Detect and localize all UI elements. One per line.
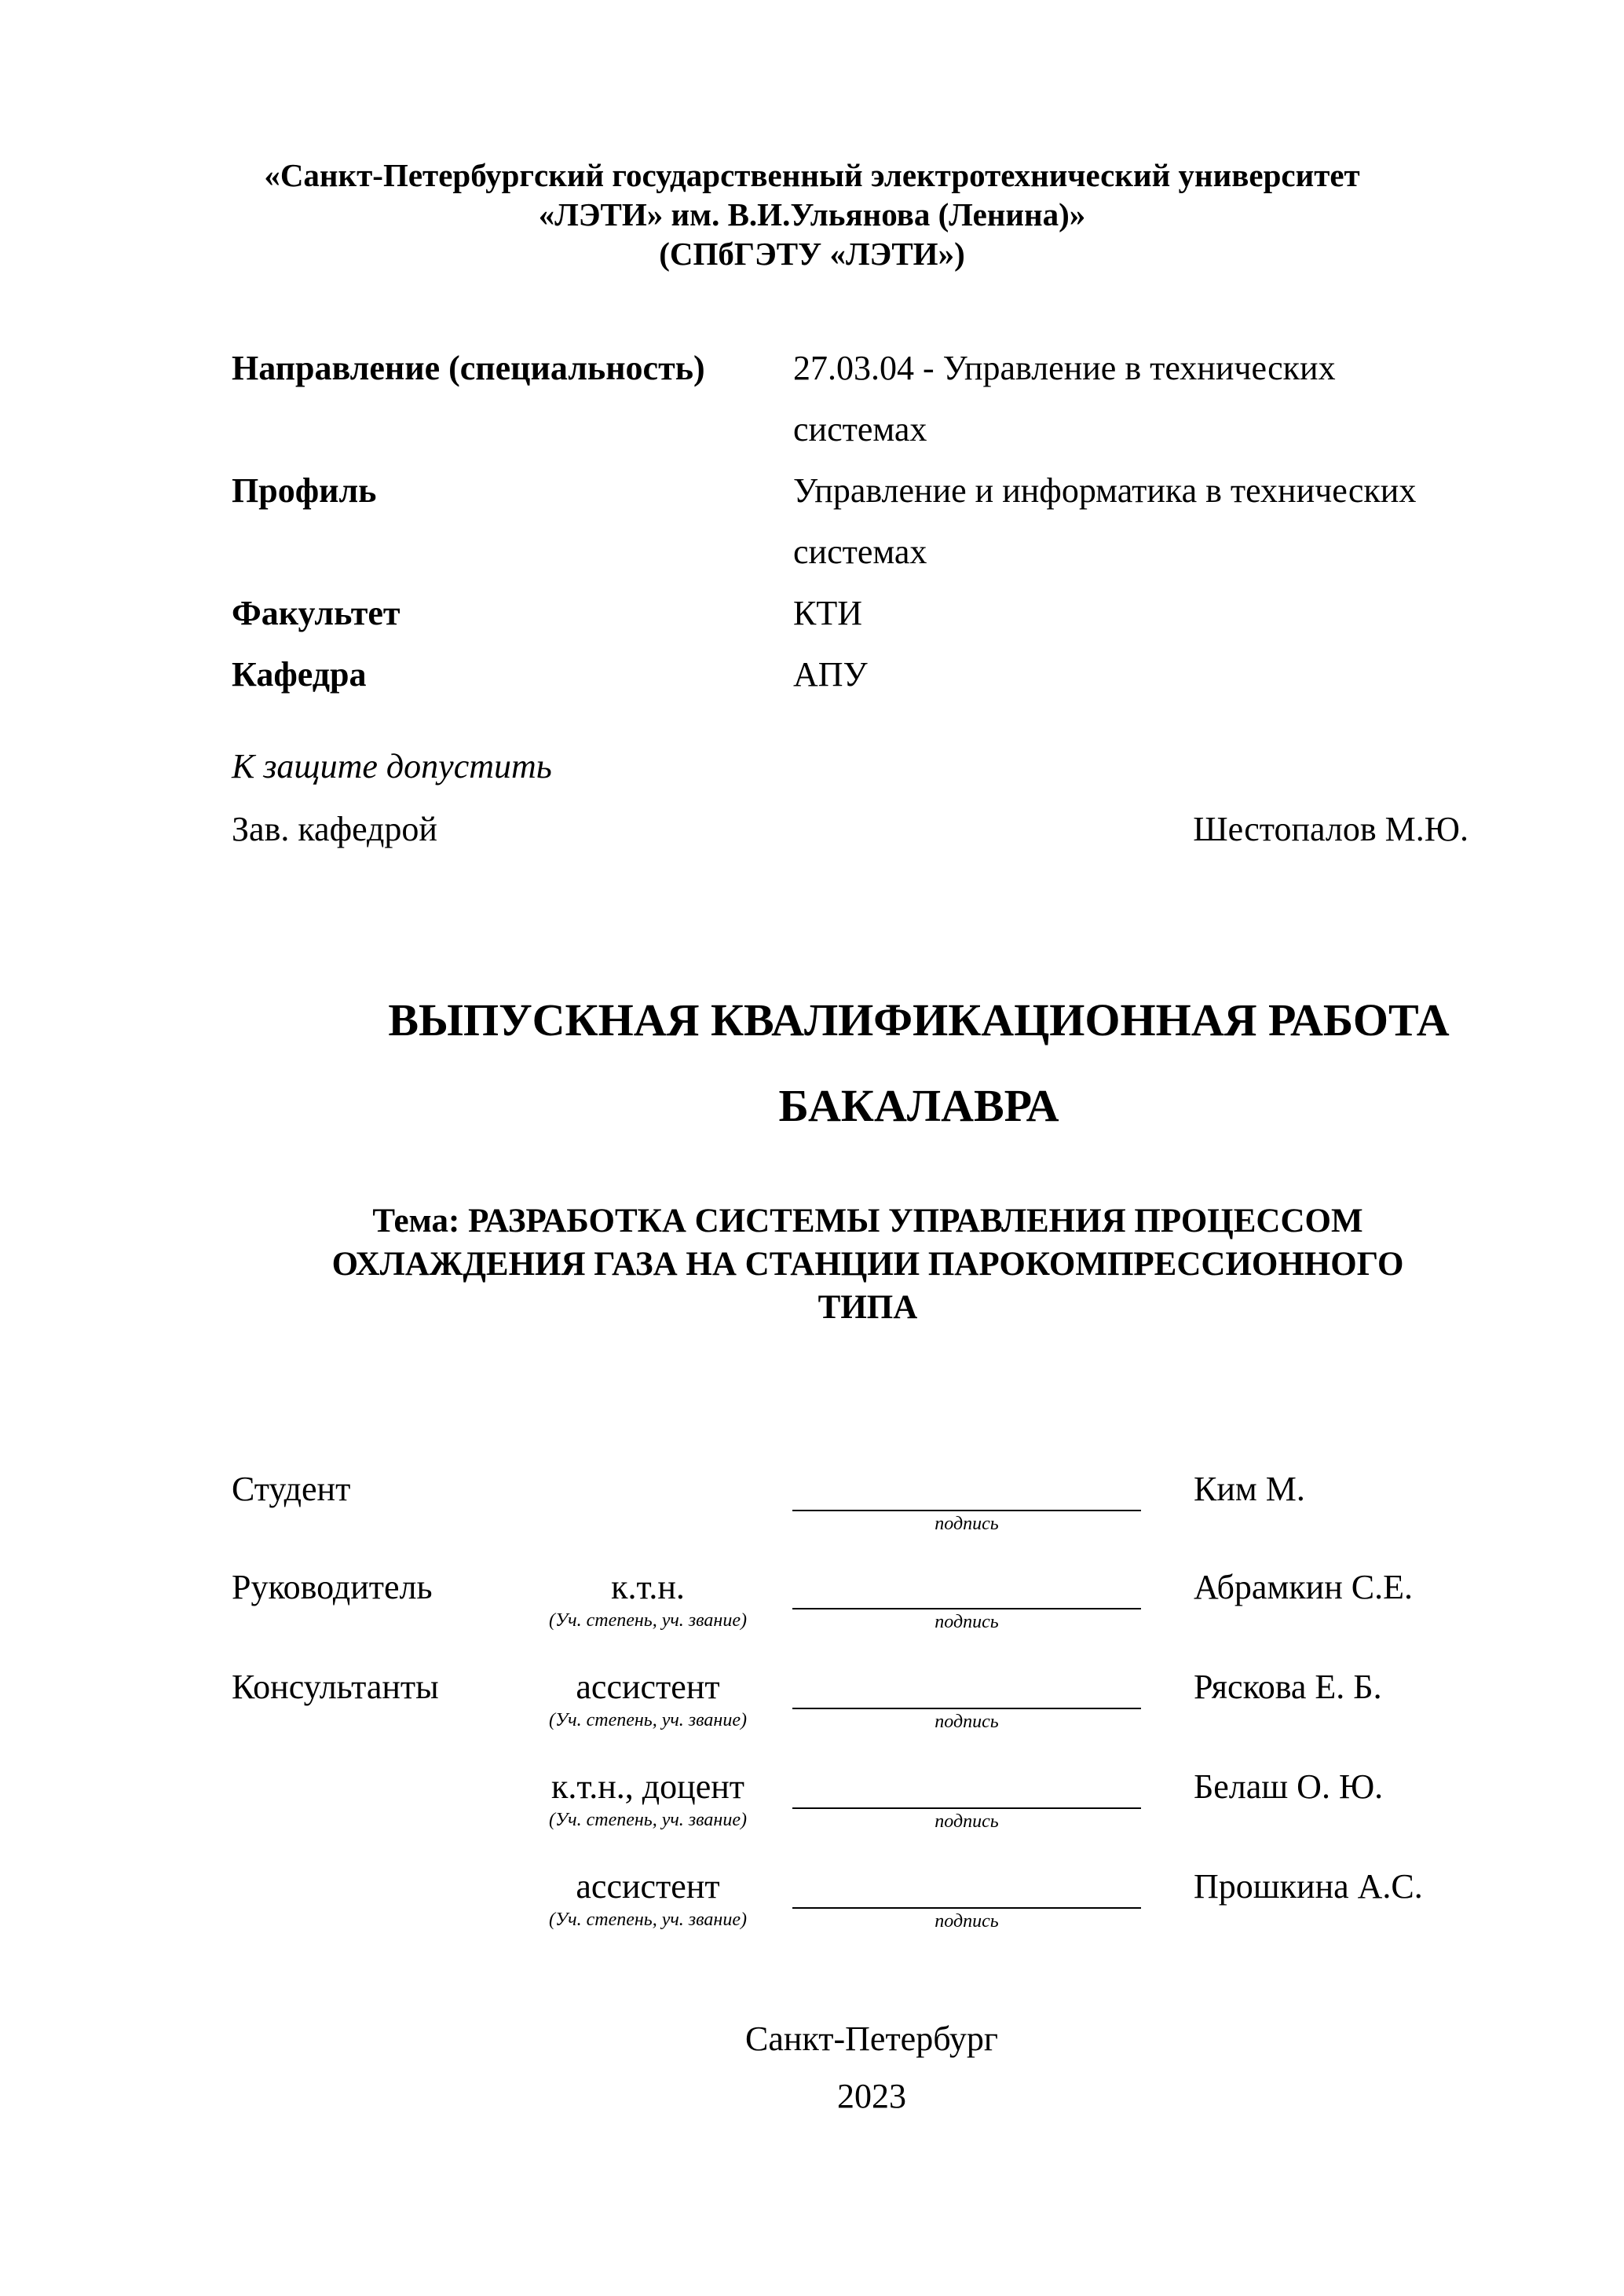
info-label: Направление (специальность) [232, 349, 705, 387]
signature-caption: подпись [935, 1612, 999, 1632]
topic-line-3: ТИПА [817, 1289, 918, 1326]
info-label: Кафедра [232, 655, 367, 694]
approval-name: Шестопалов М.Ю. [1193, 810, 1469, 848]
signature-line [792, 1510, 1141, 1511]
info-row-direction [232, 338, 1504, 460]
info-value-line: системах [793, 533, 927, 571]
signature-line [792, 1907, 1141, 1909]
signature-degree: ассистент [576, 1668, 720, 1706]
program-info [232, 338, 1504, 705]
info-value-line: 27.03.04 - Управление в технических [793, 349, 1336, 387]
signature-degree: к.т.н., доцент [550, 1767, 745, 1806]
degree-caption: (Уч. степень, уч. звание) [549, 1710, 747, 1730]
signature-name: Белаш О. Ю. [1194, 1767, 1384, 1806]
info-label: Профиль [232, 471, 377, 510]
signature-role: Руководитель [232, 1568, 433, 1606]
signature-caption: подпись [935, 1811, 999, 1832]
signature-line [792, 1807, 1141, 1809]
university-name-line-1: «Санкт-Петербургский государственный электротехнический университет [264, 157, 1360, 193]
signature-name: Ким М. [1194, 1470, 1305, 1508]
signature-degree: ассистент [576, 1867, 720, 1906]
signature-degree: к.т.н. [611, 1568, 685, 1606]
document-title-line-2: БАКАЛАВРА [778, 1080, 1059, 1131]
footer-city: Санкт-Петербург [745, 2020, 998, 2058]
signature-name: Абрамкин С.Е. [1194, 1568, 1413, 1606]
info-row-faculty [232, 583, 1504, 644]
signature-line [792, 1608, 1141, 1609]
footer-year: 2023 [837, 2077, 906, 2115]
degree-caption: (Уч. степень, уч. звание) [549, 1910, 747, 1930]
info-value-line: системах [793, 410, 927, 449]
info-value-line: КТИ [793, 594, 862, 632]
signature-caption: подпись [935, 1514, 999, 1534]
signature-name: Прошкина А.С. [1194, 1867, 1423, 1906]
info-value-line: АПУ [793, 655, 868, 694]
topic-line-1: Тема: РАЗРАБОТКА СИСТЕМЫ УПРАВЛЕНИЯ ПРОЦЕССОМ [372, 1203, 1363, 1240]
signature-caption: подпись [935, 1712, 999, 1732]
info-value [793, 460, 1504, 583]
degree-caption: (Уч. степень, уч. звание) [549, 1610, 747, 1631]
university-name-line-2: «ЛЭТИ» им. В.И.Ульянова (Ленина)» [538, 196, 1086, 233]
info-value [793, 644, 1504, 705]
signature-role: Консультанты [232, 1668, 439, 1706]
info-value-line: Управление и информатика в технических [793, 471, 1417, 510]
info-value [793, 338, 1504, 460]
signature-name: Ряскова Е. Б. [1194, 1668, 1382, 1706]
signature-line [792, 1708, 1141, 1709]
document-title-line-1: ВЫПУСКНАЯ КВАЛИФИКАЦИОННАЯ РАБОТА [388, 994, 1450, 1045]
info-value [793, 583, 1504, 644]
signature-role: Студент [232, 1470, 351, 1508]
approval-role: Зав. кафедрой [232, 810, 437, 848]
info-label: Факультет [232, 594, 401, 632]
approval-note: К защите допустить [232, 747, 552, 785]
info-row-department [232, 644, 1504, 705]
degree-caption: (Уч. степень, уч. звание) [549, 1810, 747, 1830]
info-row-profile [232, 460, 1504, 583]
topic-line-2: ОХЛАЖДЕНИЯ ГАЗА НА СТАНЦИИ ПАРОКОМПРЕССИОННОГО [331, 1246, 1404, 1283]
university-abbreviation: (СПбГЭТУ «ЛЭТИ») [659, 236, 965, 272]
signature-caption: подпись [935, 1911, 999, 1932]
